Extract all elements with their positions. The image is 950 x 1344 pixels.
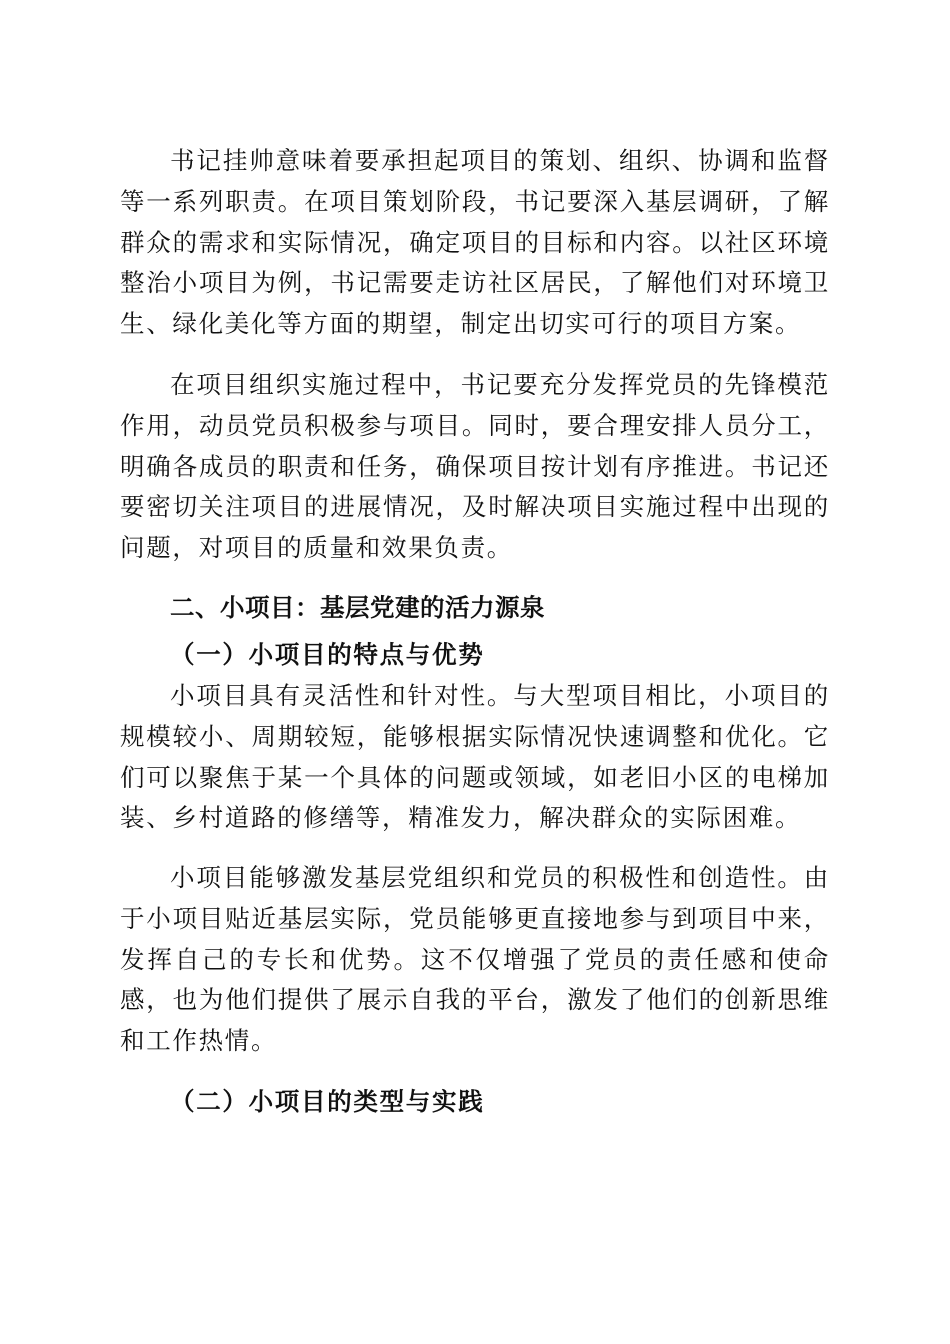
section-heading: 二、小项目：基层党建的活力源泉 (170, 593, 545, 622)
subheading-features: （一）小项目的特点与优势 (170, 640, 485, 669)
paragraph-secretary-duties: 书记挂帅意味着要承担起项目的策划、组织、协调和监督等一系列职责。在项目策划阶段，书记要深入基层调研，了解群众的需求和实际情况，确定项目的目标和内容。以社区环境整治小项目为例，书记需要走访社区居民，了解他们对环境卫生、绿化美化等方面的期望，制定出切实可行的项目方案。 (120, 146, 830, 339)
paragraph-motivation: 小项目能够激发基层党组织和党员的积极性和创造性。由于小项目贴近基层实际，党员能够更直接地参与到项目中来，发挥自己的专长和优势。这不仅增强了党员的责任感和使命感，也为他们提供了展示自我的平台，激发了他们的创新思维和工作热情。 (120, 863, 830, 1056)
subheading-types: （二）小项目的类型与实践 (170, 1087, 485, 1116)
paragraph-flexibility: 小项目具有灵活性和针对性。与大型项目相比，小项目的规模较小、周期较短，能够根据实际情况快速调整和优化。它们可以聚焦于某一个具体的问题或领域，如老旧小区的电梯加装、乡村道路的修缮等，精准发力，解决群众的实际困难。 (120, 681, 830, 833)
paragraph-project-implementation: 在项目组织实施过程中，书记要充分发挥党员的先锋模范作用，动员党员积极参与项目。同时，要合理安排人员分工，明确各成员的职责和任务，确保项目按计划有序推进。书记还要密切关注项目的进展情况，及时解决项目实施过程中出现的问题，对项目的质量和效果负责。 (120, 370, 830, 563)
